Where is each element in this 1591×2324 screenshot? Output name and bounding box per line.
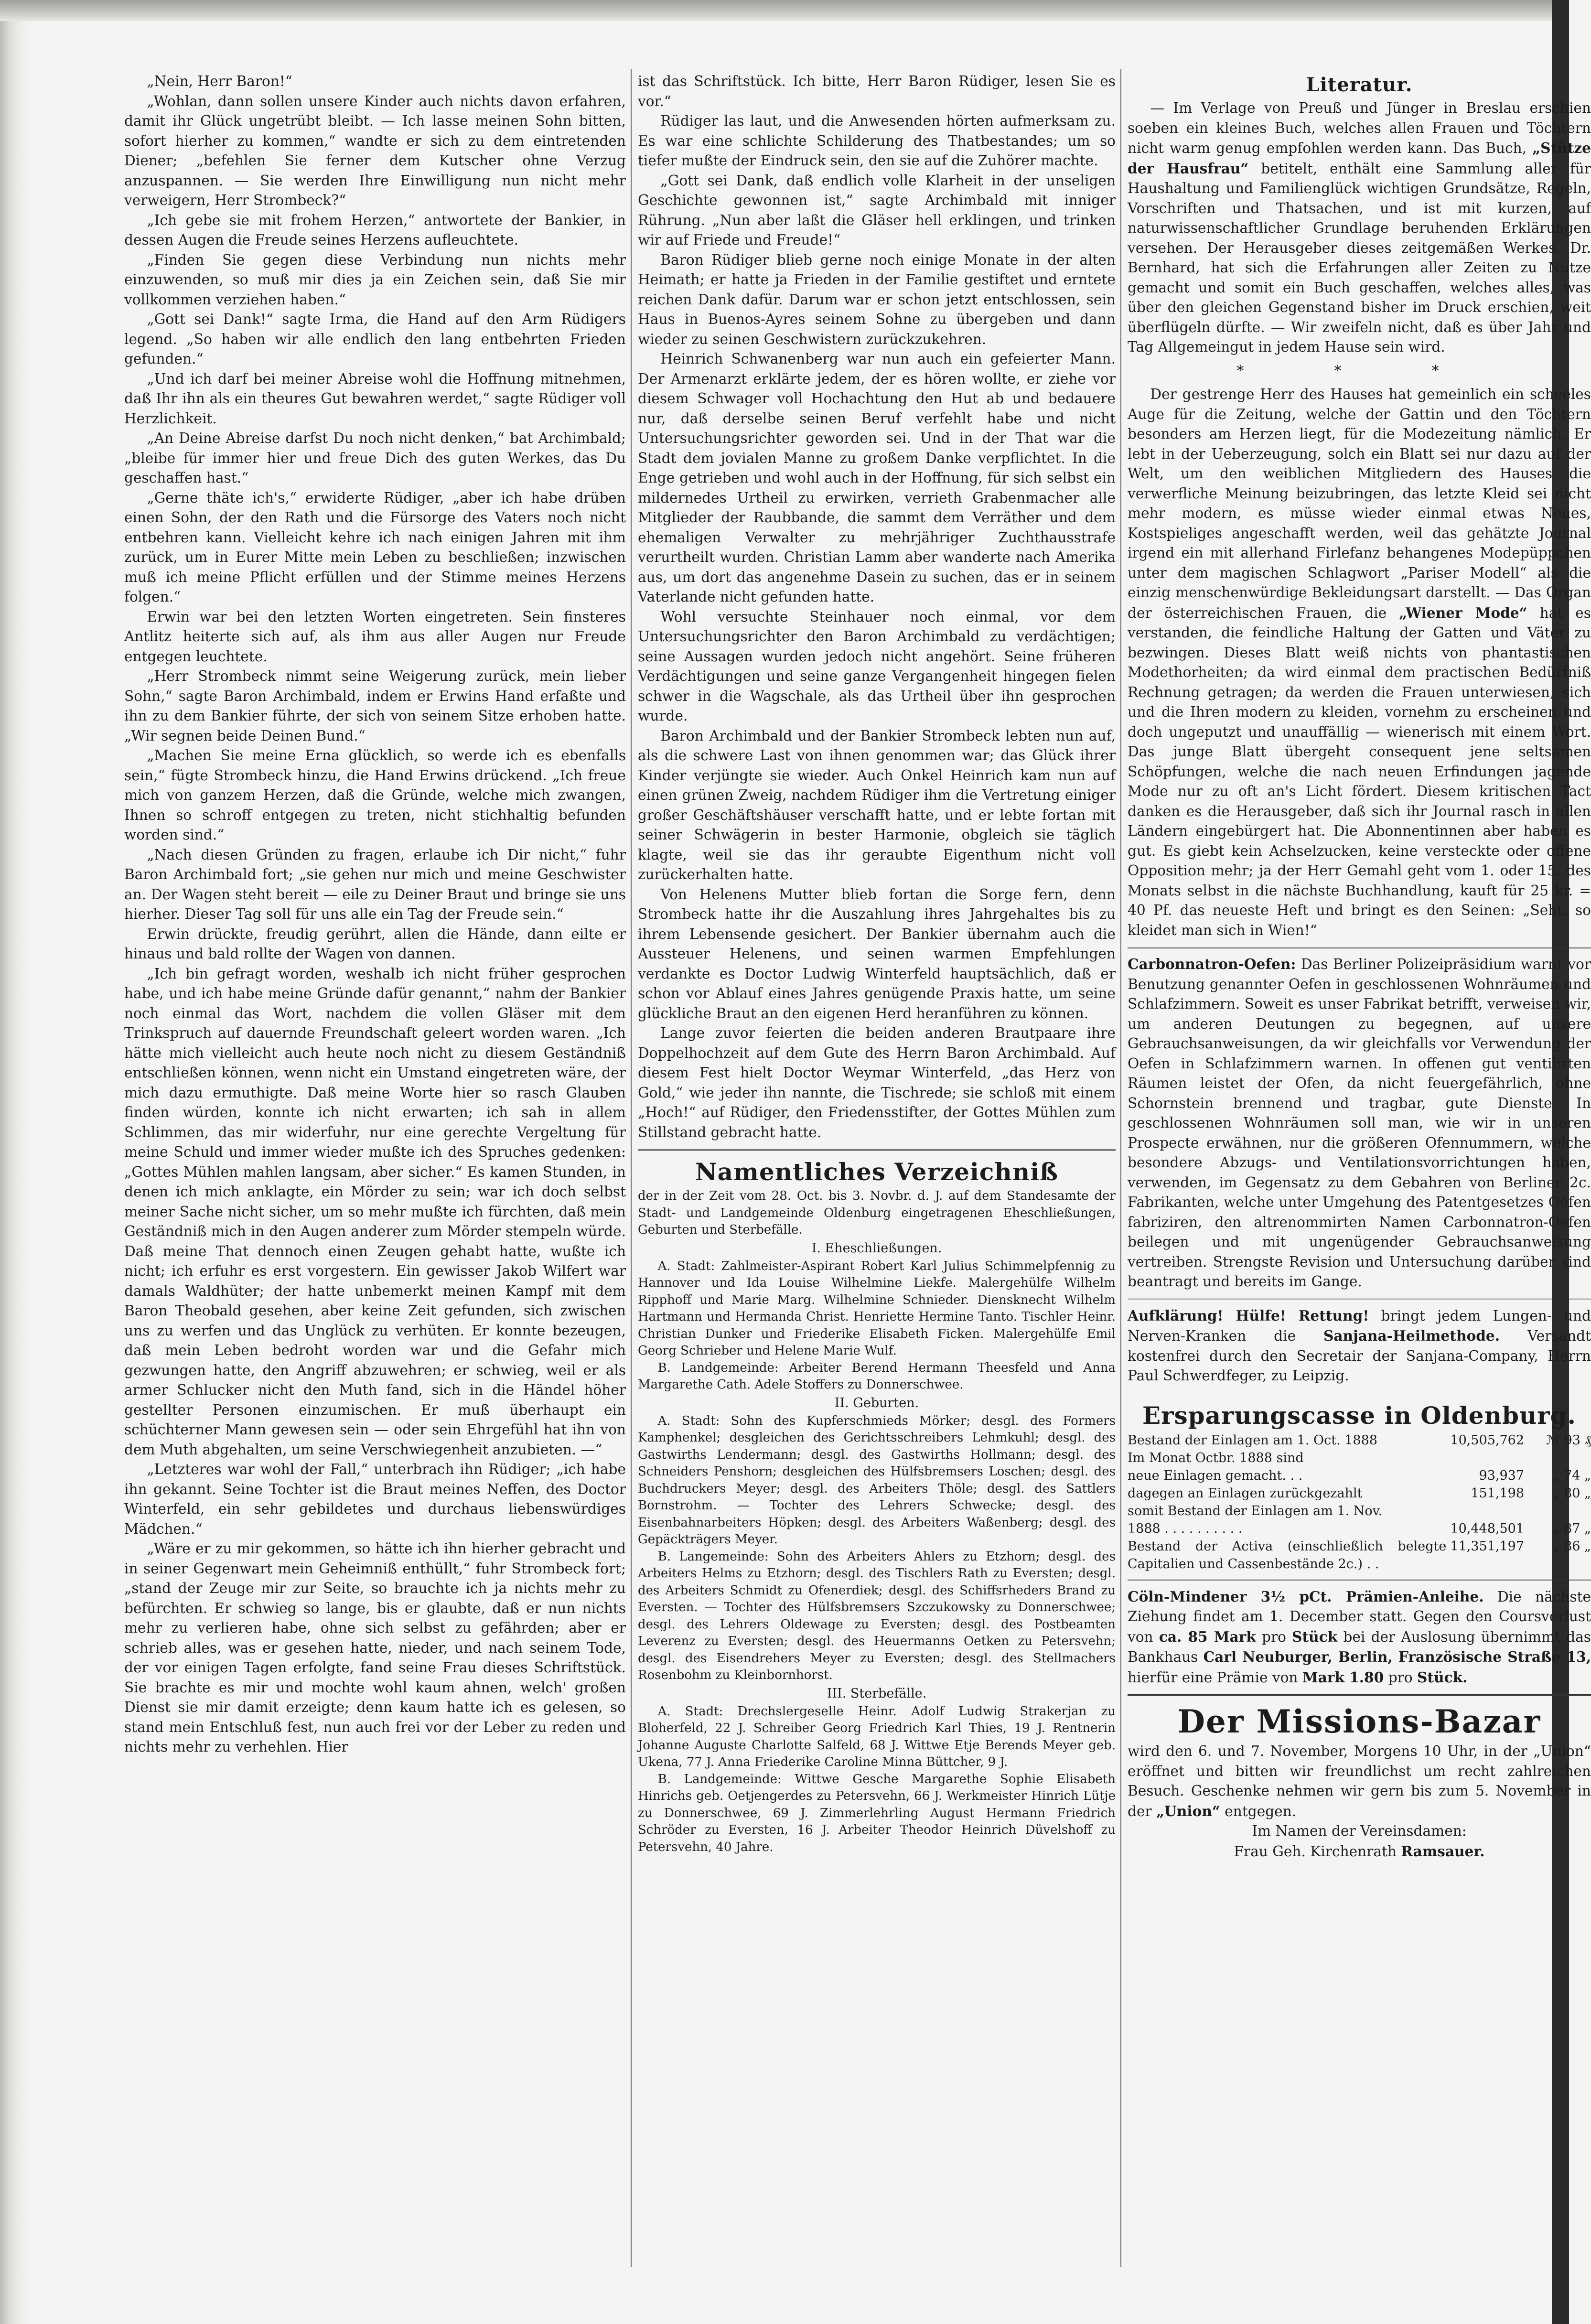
- savings-label: neue Einlagen gemacht. . .: [1128, 1468, 1303, 1483]
- ad-emph: ca. 85 Mark: [1159, 1628, 1256, 1645]
- section-divider: [638, 1149, 1116, 1151]
- ad-text: hierfür eine Prämie von: [1128, 1669, 1302, 1686]
- story-continuation: [638, 72, 1116, 1142]
- ad-missions-bazar: [1128, 1701, 1591, 1861]
- story-paragraph: „Finden Sie gegen diese Verbindung nun nichts mehr einzuwenden, so muß mir dies ja ein Zeichen sein, daß Sie mir vollkommen verziehen haben.“: [124, 251, 626, 308]
- story-paragraph: „Gerne thäte ich's,“ erwiderte Rüdiger, „aber ich habe drüben einen Sohn, der den Rath und die Fürsorge des Vaters noch nicht entbehren kann. Vielleicht kehre ich nach einigen Jahren mit ihm zurück, um in Eurer Mitte mein Leben zu beschließen; inzwischen muß ich meine Pflicht erfüllen und der Stimme meines Herzens folgen.“: [124, 489, 626, 605]
- savings-unit: „ 87 „: [1553, 1521, 1591, 1536]
- text-run: betitelt, enthält eine Sammlung aller für Haushaltung und Familienglück wichtigen Grundsätze, Regeln, Vorschriften und Thatsachen, und ist mit kurzen, auf naturwissenschaftlicher Grundlage beruhenden Erklärungen versehen. Der Herausgeber dieses zeitgemäßen Werkes, Dr. Bernhard, hat sich die Erfahrungen aller Zeiten zu Nutze gemacht und somit ein Buch geschaffen, welches alles, was über den gleichen Gegenstand bisher im Druck erschien, weit überflügeln dürfte. — Wir zweifeln nicht, daß es über Jahr und Tag Allgemeingut in jedem Hause sein wird.: [1128, 160, 1591, 355]
- registry-births-rural: B. Langemeinde: Sohn des Arbeiters Ahlers zu Etzhorn; desgl. des Arbeiters Helms zu Etzhorn; desgl. des Tischlers Rath zu Eversten; desgl. des Arbeiters Schmidt zu Ofenerdiek; desgl. des Schiffsrheders Brand zu Eversten. — Tochter des Hülfsbremsers Szczukowsky zu Donnerschwee; desgl. des Lehrers Oldewage zu Eversten; desgl. des Postbeamten Leverenz zu Eversten; desgl. des Heuermanns Oetken zu Petersvehn; desgl. des Eisendrehers Meyer zu Eversten; desgl. des Stellmachers Rosenbohm zu Kleinbornhorst.: [638, 1549, 1116, 1682]
- scan-top-edge: [0, 0, 1569, 21]
- story-paragraph: Erwin drückte, freudig gerührt, allen die Hände, dann eilte er hinaus und bald rollte der Wagen von dannen.: [124, 925, 626, 962]
- savings-amount: 10,505,762: [1450, 1432, 1524, 1448]
- savings-label: Bestand der Einlagen am 1. Oct. 1888: [1128, 1432, 1377, 1448]
- savings-amount: 151,198: [1471, 1485, 1524, 1501]
- text-run: Der gestrenge Herr des Hauses hat gemeinlich ein scheeles Auge für die Zeitung, welche der Gattin und den Töchtern besonders am Herzen liegt, für die Modezeitung nämlich. Er lebt in der Ueberzeugung, solch ein Blatt sei nur dazu auf der Welt, um den weiblichen Mitgliedern des Hauses die verwerfliche Meinung beizubringen, das letzte Kleid sei nicht mehr modern, es müsse wieder einmal etwas Neues, Kostspieliges angeschafft werden, weil das gehätzte Journal irgend ein mit allerhand Firlefanz behangenes Modepüppchen unter dem magischen Schlagwort „Pariser Modell“ als die einzig menschenwürdige Bekleidungsart darstellt. — Das Organ der österreichischen Frauen, die: [1128, 386, 1591, 621]
- ad-carbonnatron: [1128, 954, 1591, 1292]
- savings-unit: „ 74 „: [1553, 1468, 1591, 1483]
- story-paragraph: Rüdiger las laut, und die Anwesenden hörten aufmerksam zu. Es war eine schlichte Schilderung des Thatbestandes; um so tiefer mußte der Eindruck sein, den sie auf die Zuhörer machte.: [638, 113, 1116, 169]
- ad-text: wird den 6. und 7. November, Morgens 10 Uhr, in der „Union“ eröffnet und bitten wir freundlichst um recht zahlreichen Besuch. Geschenke nehmen wir gern bis zum 5. November in der: [1128, 1743, 1591, 1819]
- ad-title: Cöln-Mindener 3½ pCt. Prämien-Anleihe.: [1128, 1588, 1484, 1605]
- savings-row: [1128, 1431, 1591, 1449]
- savings-unit: [1524, 1502, 1591, 1520]
- column-literature-and-ads: [1128, 72, 1591, 2260]
- story-paragraph: Erwin war bei den letzten Worten eingetreten. Sein finsteres Antlitz heiterte sich auf, als ihm aus aller Augen nur Freude entgegen leuchtete.: [124, 608, 626, 665]
- ad-method: Sanjana-Heilmethode.: [1323, 1327, 1500, 1344]
- story-paragraph: „Wäre er zu mir gekommen, so hätte ich ihn hierher gebracht und in seiner Gegenwart mein Geheimniß enthüllt,“ fuhr Strombeck fort; „stand der Zeuge mir zur Seite, so brauchte ich ja nichts mehr zu befürchten. Er schwieg so lange, bis er glaubte, daß er nun nichts mehr zu verlieren habe, ohne sich selbst zu gefährden; aber er schrieb alles, was er gesehen hatte, nieder, und nach seinem Tode, der vor einigen Tagen erfolgte, fand seine Frau dieses Schriftstück. Sie brachte es mir und mochte wohl kaum ahnen, welch' großen Dienst sie mir damit erzeigte; denn kaum hatte ich es gelesen, so stand mein Entschluß fest, nun auch frei vor der Leber zu reden und nichts mehr zu verhehlen. Hier: [124, 1540, 626, 1755]
- ad-text: entgegen.: [1220, 1803, 1297, 1819]
- story-paragraph: Lange zuvor feierten die beiden anderen Brautpaare ihre Doppelhochzeit auf dem Gute des Herrn Baron Archimbald. Auf diesem Fest hielt Doctor Weymar Winterfeld, „das Herz von Gold,“ wie jeder ihn nannte, die Tischrede; sie schloß mit einem „Hoch!“ auf Rüdiger, den Friedensstifter, der Gottes Mühlen zum Stillstand gebracht hatte.: [638, 1025, 1116, 1140]
- story-paragraph: „Gott sei Dank!“ sagte Irma, die Hand auf den Arm Rüdigers legend. „So haben wir alle endlich den lang entbehrten Frieden gefunden.“: [124, 311, 626, 367]
- story-paragraph: „Und ich darf bei meiner Abreise wohl die Hoffnung mitnehmen, daß Ihr ihn als ein theures Gut bewahren werdet,“ sagte Rüdiger voll Herzlichkeit.: [124, 370, 626, 427]
- ad-text: Frau Geh. Kirchenrath: [1234, 1843, 1401, 1860]
- ad-text: Versandt kostenfrei durch den Secretair der Sanjana-Company, Herrn Paul Schwerdfeger, zu Leipzig.: [1128, 1328, 1591, 1384]
- registry-deaths-city: A. Stadt: Drechslergeselle Heinr. Adolf Ludwig Strakerjan zu Bloherfeld, 22 J. Schreiber Georg Friedrich Karl Thies, 19 J. Rentnerin Johanne Auguste Charlotte Salfeld, 68 J. Wittwe Etje Berends Meyer geb. Ukena, 77 J. Anna Friederike Caroline Minna Büttcher, 9 J.: [638, 1704, 1116, 1769]
- literatur-heading: Literatur.: [1306, 74, 1413, 96]
- savings-row: [1128, 1502, 1591, 1520]
- story-paragraph: „Ich bin gefragt worden, weshalb ich nicht früher gesprochen habe, und ich habe meine Gründe dafür genannt,“ nahm der Bankier noch einmal das Wort, nachdem die vollen Gläser mit dem Trinkspruch auf dauernde Freundschaft geleert worden waren. „Ich hätte mich vielleicht auch heute noch nicht zu diesem Geständniß entschließen können, wenn nicht ein Umstand eingetreten wäre, der mich dazu ermuthigte. Daß meine Worte hier so rasch Glauben finden würden, konnte ich nicht erwarten; ich sah in allem Schlimmen, das mir widerfuhr, nur eine gerechte Vergeltung für meine Schuld und immer wieder mußte ich des Spruches gedenken: „Gottes Mühlen mahlen langsam, aber sicher.“ Es kamen Stunden, in denen ich mich anklagte, ein Mörder zu sein; war ich doch selbst meiner Sache nicht sicher, um so mehr mußte ich fürchten, daß mein Geständniß mich in den Augen anderer zum Mörder stempeln würde. Daß meine That dennoch einen Zeugen gehabt hatte, wußte ich nicht; ich erfuhr es erst vorgestern. Ein gewisser Jakob Wilfert war damals Waldhüter; der hatte unbemerkt meinen Kampf mit dem Baron Theobald gesehen, aber keine Zeit gefunden, sich zwischen uns zu werfen und das Unglück zu verhüten. Er konnte bezeugen, daß mein Leben bedroht worden war und die Gefahr mich gezwungen hatte, den Angriff abzuwehren; er schwieg, weil er als armer Schlucker nicht den Muth fand, sich in die Händel höher gestellter Personen einzumischen. Er muß überhaupt ein schüchterner Mann gewesen sein — oder sein Ehrgefühl hat ihn von dem Muth abgehalten, um seine Verschwiegenheit anzubieten. —“: [124, 965, 626, 1458]
- savings-title: Ersparungscasse in Oldenburg.: [1142, 1401, 1576, 1430]
- column-rule: [631, 69, 632, 2267]
- book-title: „Stütze der Hausfrau“: [1128, 140, 1591, 177]
- registry-title: Namentliches Verzeichniß: [695, 1158, 1059, 1186]
- bazar-signature: [1128, 1841, 1591, 1862]
- registry-births-city: A. Stadt: Sohn des Kupferschmieds Mörker; desgl. des Formers Kamphenkel; desgleichen des Gerichtsschreibers Lehmkuhl; desgl. des Gastwirths Lendermann; desgl. des Gastwirths Hollmann; desgl. des Schneiders Penshorn; desgleichen des Hülfsbremsers Loschen; desgl. des Buchdruckers Meyer; desgl. des Arbeiters Thöle; desgl. des Sattlers Bornstrohm. — Tochter des Lehrers Schwecke; desgl. des Eisenbahnarbeiters Höpken; desgl. des Arbeiters Waßenberg; desgl. des Gepäckträgers Meyer.: [638, 1413, 1116, 1547]
- newspaper-page: [45, 45, 1591, 2291]
- savings-table: [1128, 1431, 1591, 1573]
- section-divider: [1128, 1299, 1591, 1300]
- ad-praemien-anleihe: [1128, 1587, 1591, 1688]
- savings-amount: 11,351,197: [1450, 1539, 1524, 1554]
- ad-text: bei der Auslosung übernimmt das Bankhaus: [1128, 1628, 1591, 1665]
- ad-text: bringt jedem Lungen- und Nerven-Kranken die: [1128, 1307, 1591, 1344]
- savings-unit: ℳ 93 ₰: [1546, 1432, 1591, 1448]
- savings-amount: 93,937: [1479, 1468, 1524, 1483]
- ad-title: Aufklärung! Hülfe! Rettung!: [1128, 1307, 1369, 1324]
- ad-emph: Stück.: [1417, 1668, 1468, 1686]
- ad-emph: Stück: [1292, 1628, 1338, 1645]
- savings-unit: „ 86 „: [1553, 1539, 1591, 1554]
- savings-row: [1128, 1449, 1591, 1467]
- savings-row: [1128, 1538, 1591, 1573]
- savings-label: 1888 . . . . . . . . . .: [1128, 1521, 1243, 1536]
- column-rule: [1120, 69, 1121, 2267]
- civil-registry: [638, 1156, 1116, 1856]
- column-story-and-registry: [638, 72, 1116, 2260]
- registry-intro: der in der Zeit vom 28. Oct. bis 3. Novbr. d. J. auf dem Standesamte der Stadt- und Landgemeinde Oldenburg eingetragenen Eheschließungen, Geburten und Sterbefälle.: [638, 1189, 1116, 1237]
- ad-emph: Carl Neuburger, Berlin, Französische Straße 13,: [1203, 1648, 1591, 1665]
- savings-amount: [1446, 1449, 1524, 1467]
- literatur-review-journal: [1128, 385, 1591, 940]
- story-paragraph: Baron Rüdiger blieb gerne noch einige Monate in der alten Heimath; er hatte ja Frieden in der Familie gestiftet und erntete reichen Dank dafür. Darum war er schon jetzt entschlossen, sein Haus in Buenos-Ayres seinem Sohne zu übergeben und dann wieder zu seinen Geschwistern zurückzukehren.: [638, 251, 1116, 347]
- registry-section-marriages: I. Eheschließungen.: [811, 1240, 942, 1256]
- story-paragraph: „Machen Sie meine Erna glücklich, so werde ich es ebenfalls sein,“ fügte Strombeck hinzu, die Hand Erwins drückend. „Ich freue mich von ganzem Herzen, daß die Gründe, welche mich zwangen, Ihnen so schroff entgegen zu treten, nicht stichhaltig befunden worden sind.“: [124, 747, 626, 843]
- ad-text: pro: [1384, 1669, 1418, 1686]
- ad-text: Das Berliner Polizeipräsidium warnt vor Benutzung genannter Oefen in geschlossenen Wohnräumen und Schlafzimmern. Soweit es unser Fabrikat betrifft, verweisen wir, um anderen Deutungen zu begegnen, auf unsere Gebrauchsanweisungen, da wir gleichfalls vor Verwendung der Oefen in Schlafzimmern warnen. In offenen gut ventilirten Räumen leistet der Ofen, da nicht feuergefährlich, ohne Schornstein brennend und tragbar, gute Dienste. In geschlossenen Wohnräumen soll man, wie wir in unseren Prospecte erwähnen, nur die größeren Ofennummern, welche besondere Abzugs- und Ventilationsvorrichtungen haben, verwenden, im Gegensatz zu dem Gebahren von Berliner 2c. Fabrikanten, welche unter Umgehung des Patentgesetzes Oefen fabriziren, den altrenommirten Namen Carbonnatron-Oefen beilegen und mit ungenügender Gebrauchsanweisung vertreiben. Strengste Revision und Untersuchung darüber sind beantragt und bereits im Gange.: [1128, 956, 1591, 1290]
- story-paragraph: Heinrich Schwanenberg war nun auch ein gefeierter Mann. Der Armenarzt erklärte jedem, der es hören wollte, er ziehe vor diesem Schwager voll Hochachtung den Hut ab und bedauere nur, daß derselbe seinen Beruf verfehlt habe und nicht Untersuchungsrichter geworden sei. Und in der That war die Stadt dem jovialen Manne zu großem Danke verpflichtet. In die Enge getrieben und wohl auch in der Hoffnung, für sich selbst ein mildernedes Urtheil zu erwirken, verrieth Grabenmacher alle Mitglieder der Raubbande, die sammt dem Verräther und dem ehemaligen Verwalter zu mehrjähriger Zuchthausstrafe verurtheilt wurden. Christian Lamm aber wanderte nach Amerika aus, um dort das angenehme Dasein zu suchen, das er in seinem Vaterlande nicht gefunden hatte.: [638, 351, 1116, 605]
- story-paragraph: „Herr Strombeck nimmt seine Weigerung zurück, mein lieber Sohn,“ sagte Baron Archimbald, indem er Erwins Hand erfaßte und ihn zu dem Bankier führte, der sich von seinem Sitze erhoben hatte. „Wir segnen beide Deinen Bund.“: [124, 668, 626, 744]
- registry-marriages-rural: B. Landgemeinde: Arbeiter Berend Hermann Theesfeld und Anna Margarethe Cath. Adele Stoffers zu Donnerschwee.: [638, 1360, 1116, 1392]
- registry-section-births: II. Geburten.: [834, 1395, 919, 1410]
- savings-unit: [1524, 1449, 1591, 1467]
- story-paragraph: Wohl versuchte Steinhauer noch einmal, vor dem Untersuchungsrichter den Baron Archimbald zu verdächtigen; seine Aussagen wurden jedoch nicht angehört. Seine früheren Verdächtigungen und seine ganze Vergangenheit hingegen fielen schwer in die Wagschale, als das Urtheil über ihn gesprochen wurde.: [638, 608, 1116, 724]
- ad-emph: Mark 1.80: [1302, 1668, 1384, 1686]
- section-stars: * * *: [1236, 362, 1482, 379]
- story-paragraph: Baron Archimbald und der Bankier Strombeck lebten nun auf, als die schwere Last von ihnen genommen war; das Glück ihrer Kinder verjüngte sie wieder. Auch Onkel Heinrich kam nun auf einen grünen Zweig, nachdem Rüdiger ihm die Vertretung einiger großer Geschäftshäuser verschafft hatte, und er lebte fortan mit seiner Schwägerin in bester Harmonie, obgleich sie täglich klagte, weil sie das ihr geraubte Eigenthum nicht voll zurückerhalten hatte.: [638, 727, 1116, 882]
- literatur-review-book: [1128, 98, 1591, 357]
- savings-row: [1128, 1467, 1591, 1485]
- story-paragraph: „Nein, Herr Baron!“: [147, 73, 292, 89]
- text-run: — Im Verlage von Preuß und Jünger in Breslau erschien soeben ein kleines Buch, welches allen Frauen und Töchtern nicht warm genug empfohlen werden kann. Das Buch,: [1128, 100, 1591, 156]
- journal-title: „Wiener Mode“: [1399, 604, 1527, 621]
- savings-unit: „ 80 „: [1553, 1485, 1591, 1501]
- section-divider: [1128, 1694, 1591, 1696]
- savings-label: somit Bestand der Einlagen am 1. Nov.: [1128, 1503, 1383, 1518]
- signatory-name: Ramsauer.: [1401, 1842, 1485, 1860]
- registry-deaths-rural: B. Landgemeinde: Wittwe Gesche Margarethe Sophie Elisabeth Hinrichs geb. Oetjengerdes zu Petersvehn, 66 J. Werkmeister Hinrich Lütje zu Donnerschwee, 69 J. Zimmerlehrling August Hermann Friedrich Schröder zu Eversten, 16 J. Arbeiter Theodor Heinrich Düvelshoff zu Petersvehn, 40 Jahre.: [638, 1772, 1116, 1854]
- story-paragraph: „An Deine Abreise darfst Du noch nicht denken,“ bat Archimbald; „bleibe für immer hier und freue Dich des guten Werkes, das Du geschaffen hast.“: [124, 430, 626, 486]
- bazar-title: Der Missions-Bazar: [1177, 1703, 1541, 1740]
- ad-sanjana: [1128, 1306, 1591, 1386]
- story-paragraph: „Nach diesen Gründen zu fragen, erlaube ich Dir nicht,“ fuhr Baron Archimbald fort; „sie gehen nur mich und meine Geschwister an. Der Wagen steht bereit — eile zu Deiner Braut und bringe sie uns hierher. Dieser Tag soll für uns alle ein Tag der Freude sein.“: [124, 846, 626, 922]
- bazar-signature-line: Im Namen der Vereinsdamen:: [1252, 1823, 1467, 1839]
- story-paragraph: Von Helenens Mutter blieb fortan die Sorge fern, denn Strombeck hatte ihr die Auszahlung ihres Jahrgehaltes bis zu ihrem Lebensende gesichert. Der Bankier übernahm auch die Aussteuer Helenens, und seinen warmen Empfehlungen verdankte es Doctor Ludwig Winterfeld hauptsächlich, daß er schon vor Ablauf eines Jahres genügende Praxis hatte, um seine glückliche Braut an den eigenen Herd heranführen zu können.: [638, 886, 1116, 1022]
- story-paragraph: „Ich gebe sie mit frohem Herzen,“ antwortete der Bankier, in dessen Augen die Freude seines Herzens aufleuchtete.: [124, 212, 626, 248]
- savings-label: dagegen an Einlagen zurückgezahlt: [1128, 1485, 1363, 1501]
- ad-title: Carbonnatron-Oefen:: [1128, 956, 1296, 972]
- story-paragraph: „Gott sei Dank, daß endlich volle Klarheit in der unseligen Geschichte gewonnen ist,“ sagte Archimbald mit inniger Rührung. „Nun aber laßt die Gläser hell erklingen, und trinken wir auf Friede und Freude!“: [638, 172, 1116, 248]
- registry-marriages-city: A. Stadt: Zahlmeister-Aspirant Robert Karl Julius Schimmelpfennig zu Hannover und Ida Louise Wilhelmine Liekfe. Malergehülfe Wilhelm Ripphoff und Marie Marg. Wilhelmine Schnieder. Diensknecht Wilhelm Hartmann und Hermanda Christ. Henriette Hermine Tanto. Tischler Heinr. Christian Dunker und Friederike Elisabeth Ficken. Malergehülfe Emil Georg Schrieber und Helene Marie Wulf.: [638, 1259, 1116, 1358]
- story-paragraph: „Wohlan, dann sollen unsere Kinder auch nichts davon erfahren, damit ihr Glück ungetrübt bleibt. — Ich lasse meinen Sohn bitten, sofort hierher zu kommen,“ wandte er sich zu dem eintretenden Diener; „befehlen Sie ferner dem Kutscher ohne Verzug anzuspannen. — Sie werden Ihre Einwilligung nun nicht mehr verweigern, Herr Strombeck?“: [124, 93, 626, 208]
- ad-text: pro: [1256, 1628, 1292, 1645]
- ad-text: Die nächste Ziehung findet am 1. December statt. Gegen den Coursverlust von: [1128, 1588, 1591, 1645]
- ad-emph: „Union“: [1156, 1802, 1220, 1819]
- savings-label: Im Monat Octbr. 1888 sind: [1128, 1450, 1304, 1465]
- story-paragraph: ist das Schriftstück. Ich bitte, Herr Baron Rüdiger, lesen Sie es vor.“: [638, 73, 1116, 109]
- savings-row: [1128, 1485, 1591, 1502]
- section-divider: [1128, 1580, 1591, 1581]
- section-divider: [1128, 947, 1591, 948]
- bazar-text: [1128, 1742, 1591, 1821]
- savings-label: Bestand der Activa (einschließlich belegte Capitalien und Cassenbestände 2c.) . .: [1128, 1539, 1447, 1571]
- story-paragraph: „Letzteres war wohl der Fall,“ unterbrach ihn Rüdiger; „ich habe ihn gekannt. Seine Tochter ist die Braut meines Neffen, des Doctor Winterfeld, ein sehr gebildetes und durchaus liebenswürdiges Mädchen.“: [124, 1461, 626, 1537]
- text-run: hat es verstanden, die feindliche Haltung der Gatten und Väter zu bezwingen. Dieses Blatt weiß nichts von phantastischen Modethorheiten; da wird einmal dem practischen Bedürfniß Rechnung getragen; da werden die Frauen unterwiesen, sich und die Ihren modern zu kleiden, vornehm zu erscheinen und doch ungeputzt und unauffällig — wienerisch mit einem Wort. Das junge Blatt übergeht consequent jene seltsamen Schöpfungen, welche die nach neuen Erfindungen jagende Mode nur zu oft an's Licht fördert. Diesem kritischen Tact danken es die Herausgeber, daß sich ihr Journal rasch in allen Ländern eingebürgert hat. Die Abonnentinnen aber haben es gut. Es giebt kein Achselzucken, keine versteckte oder offene Opposition mehr; ja der Herr Gemahl geht vom 1. oder 15. des Monats selbst in die nächste Buchhandlung, kauft für 25 kr. = 40 Pf. das neueste Heft und bringt es den Seinen: „Seht, so kleidet man sich in Wien!“: [1128, 604, 1591, 938]
- column-serial-story: [124, 72, 626, 2260]
- registry-section-deaths: III. Sterbefälle.: [827, 1686, 927, 1701]
- savings-amount: [1446, 1502, 1524, 1520]
- savings-amount: 10,448,501: [1450, 1521, 1524, 1536]
- savings-row: [1128, 1520, 1591, 1538]
- section-divider: [1128, 1393, 1591, 1394]
- ad-savings-bank: [1128, 1400, 1591, 1573]
